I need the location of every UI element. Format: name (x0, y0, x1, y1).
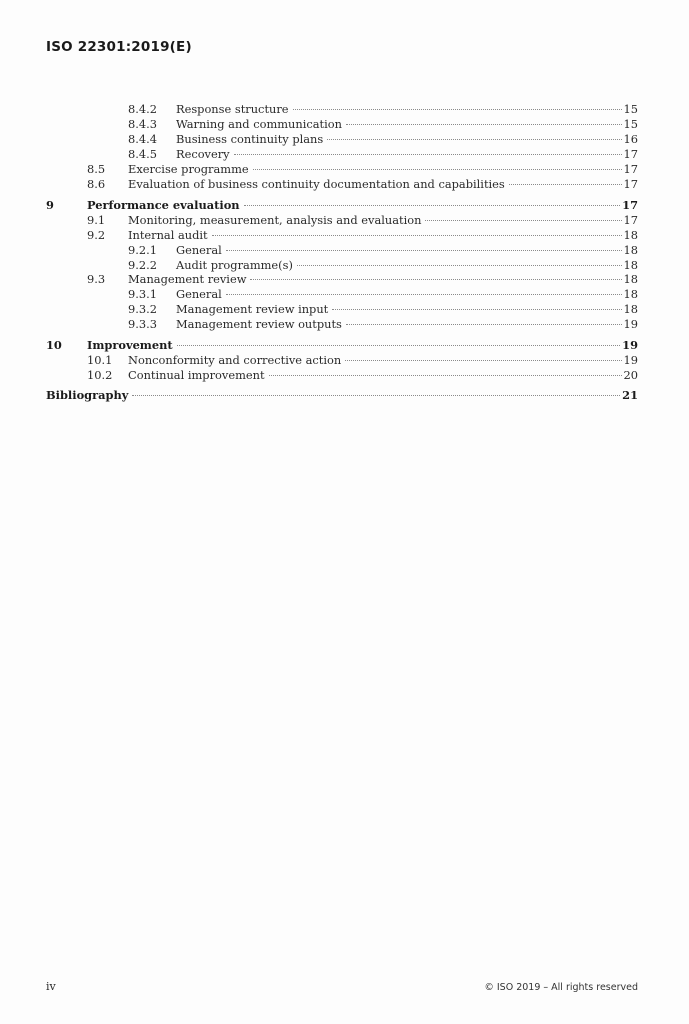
toc-entry-number: 9.3.2 (128, 302, 157, 316)
toc-entry-number: 9.2.2 (128, 258, 157, 272)
toc-entry-title: Nonconformity and corrective action (128, 353, 342, 367)
toc-entry[interactable] (0, 272, 638, 287)
toc-entry-page: 20 (623, 368, 638, 382)
toc-entry-title: Bibliography (46, 388, 129, 402)
dot-leader (297, 264, 622, 266)
toc-entry-title: Exercise programme (128, 162, 249, 176)
footer-copyright: © ISO 2019 – All rights reserved (484, 982, 638, 993)
toc-entry[interactable] (0, 198, 638, 213)
toc-entry[interactable] (0, 368, 638, 383)
toc-entry-number: 9.3.1 (128, 287, 157, 301)
toc-entry-title: Improvement (87, 338, 173, 352)
toc-entry-title: Performance evaluation (87, 198, 240, 212)
dot-leader (425, 219, 621, 221)
toc-entry[interactable] (0, 228, 638, 243)
toc-entry-title: Recovery (176, 147, 230, 161)
toc-entry-page: 18 (623, 272, 638, 286)
toc-entry-page: 16 (623, 132, 638, 146)
toc-entry[interactable] (0, 287, 638, 302)
toc-entry[interactable] (0, 388, 638, 403)
toc-entry-title: General (176, 287, 222, 301)
toc-entry-page: 17 (623, 147, 638, 161)
footer-page-number: iv (46, 980, 56, 993)
dot-leader (234, 153, 622, 155)
dot-leader (509, 183, 622, 185)
toc-entry[interactable] (0, 213, 638, 228)
toc-entry-page: 17 (623, 213, 638, 227)
toc-entry-page: 15 (623, 102, 638, 116)
toc-entry-title: General (176, 243, 222, 257)
toc-entry-page: 18 (623, 243, 638, 257)
toc-entry[interactable] (0, 302, 638, 317)
toc-entry[interactable] (0, 162, 638, 177)
toc-entry[interactable] (0, 317, 638, 332)
toc-entry-number: 8.4.5 (128, 147, 157, 161)
dot-leader (132, 394, 620, 396)
toc-entry-number: 10.2 (87, 368, 113, 382)
dot-leader (226, 249, 622, 251)
dot-leader (332, 308, 621, 310)
toc-entry[interactable] (0, 243, 638, 258)
toc-entry-number: 9 (46, 198, 54, 212)
dot-leader (212, 234, 622, 236)
toc-entry-number: 8.4.2 (128, 102, 157, 116)
toc-entry-number: 8.6 (87, 177, 106, 191)
toc-entry-number: 8.5 (87, 162, 106, 176)
dot-leader (269, 374, 622, 376)
toc-entry-number: 9.2.1 (128, 243, 157, 257)
dot-leader (244, 204, 621, 206)
toc-entry-page: 15 (623, 117, 638, 131)
toc-entry-page: 18 (623, 258, 638, 272)
toc-entry-page: 19 (622, 338, 638, 352)
toc-entry-page: 17 (623, 162, 638, 176)
toc-entry[interactable] (0, 338, 638, 353)
toc-entry-page: 18 (623, 287, 638, 301)
dot-leader (345, 359, 621, 361)
toc-entry[interactable] (0, 117, 638, 132)
toc-entry-title: Management review input (176, 302, 329, 316)
toc-entry-page: 17 (623, 177, 638, 191)
toc-entry-number: 9.3.3 (128, 317, 157, 331)
dot-leader (250, 278, 621, 280)
toc-entry-title: Business continuity plans (176, 132, 324, 146)
toc-entry-title: Management review (128, 272, 247, 286)
toc-entry-page: 19 (623, 317, 638, 331)
toc-entry-page: 18 (623, 228, 638, 242)
dot-leader (253, 168, 622, 170)
dot-leader (293, 108, 622, 110)
toc-entry-page: 21 (622, 388, 638, 402)
toc-entry-title: Internal audit (128, 228, 208, 242)
toc-entry[interactable] (0, 258, 638, 273)
toc-entry-page: 19 (623, 353, 638, 367)
toc-entry-title: Monitoring, measurement, analysis and evaluation (128, 213, 422, 227)
dot-leader (346, 123, 622, 125)
toc-entry-number: 10 (46, 338, 62, 352)
toc-entry-number: 9.2 (87, 228, 106, 242)
page-footer (46, 980, 638, 993)
toc-entry-title: Management review outputs (176, 317, 342, 331)
toc-entry[interactable] (0, 177, 638, 192)
document-id-header: ISO 22301:2019(E) (46, 39, 192, 55)
toc-entry-number: 8.4.3 (128, 117, 157, 131)
toc-entry-page: 17 (622, 198, 638, 212)
toc-entry-title: Warning and communication (176, 117, 342, 131)
toc-entry[interactable] (0, 147, 638, 162)
toc-entry-number: 9.3 (87, 272, 106, 286)
dot-leader (226, 293, 622, 295)
toc-entry[interactable] (0, 132, 638, 147)
toc-entry-title: Continual improvement (128, 368, 265, 382)
dot-leader (327, 138, 621, 140)
toc-entry-page: 18 (623, 302, 638, 316)
toc-entry-number: 9.1 (87, 213, 106, 227)
toc-entry-number: 8.4.4 (128, 132, 157, 146)
dot-leader (346, 323, 622, 325)
toc-entry-title: Audit programme(s) (176, 258, 293, 272)
dot-leader (177, 344, 620, 346)
toc-entry-number: 10.1 (87, 353, 113, 367)
toc-entry[interactable] (0, 102, 638, 117)
toc-entry-title: Response structure (176, 102, 289, 116)
toc-entry-title: Evaluation of business continuity documentation and capabilities (128, 177, 505, 191)
toc-entry[interactable] (0, 353, 638, 368)
